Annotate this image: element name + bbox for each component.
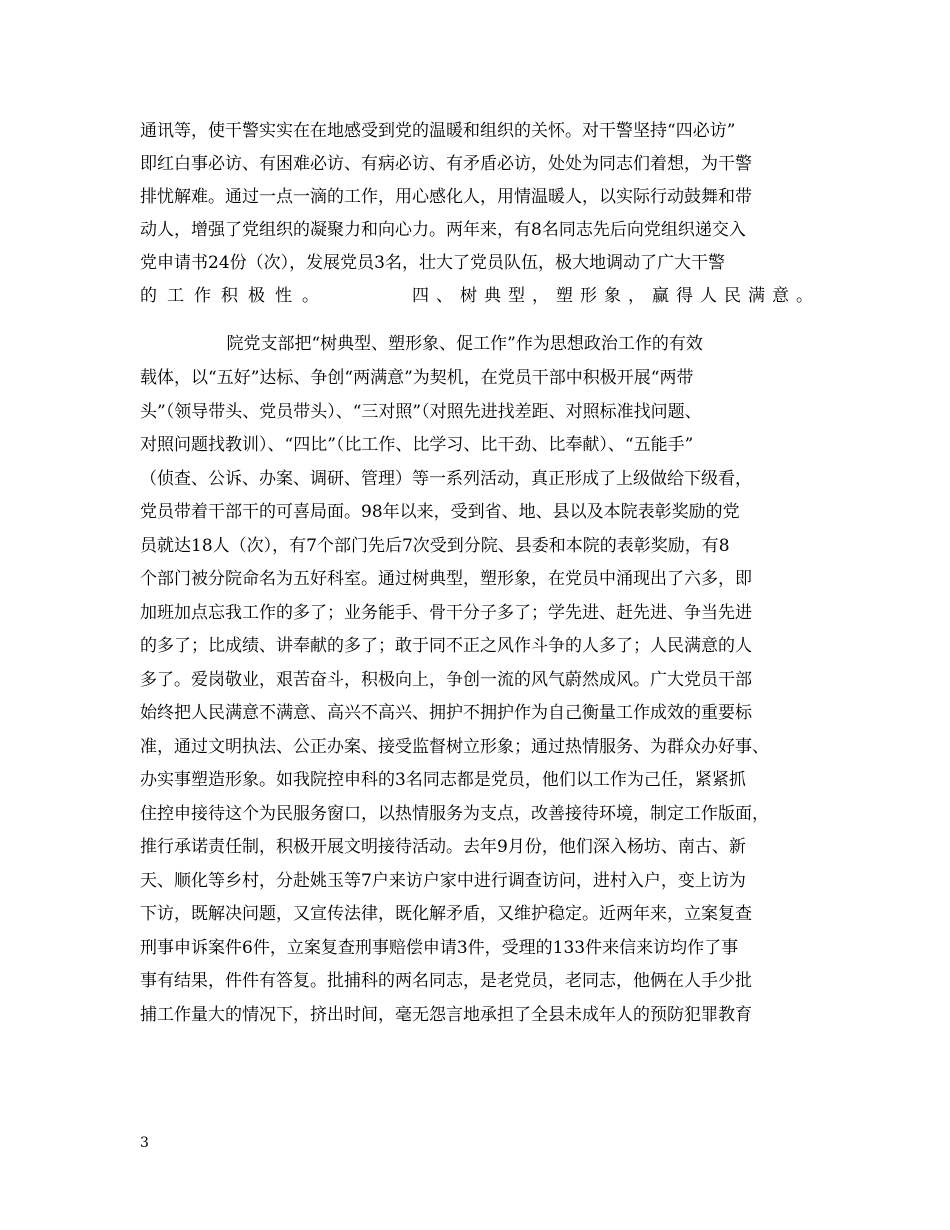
body-line-15: 加班加点忘我工作的多了；业务能手、骨干分子多了；学先进、赶先进、争当先进 <box>140 603 752 623</box>
body-line-20: 办实事塑造形象。如我院控申科的3名同志都是党员，他们以工作为己任，紧紧抓 <box>140 770 746 790</box>
body-line-9: 头”（领导带头、党员带头）、“三对照”（对照先进找差距、对照标准找问题、 <box>140 402 702 422</box>
body-line-18: 始终把人民满意不满意、高兴不高兴、拥护不拥护作为自己衡量工作成效的重要标 <box>140 703 752 723</box>
body-line-4: 动人，增强了党组织的凝聚力和向心力。两年来，有8名同志先后向党组织递交入 <box>140 220 746 240</box>
body-line-16: 的多了；比成绩、讲奉献的多了；敢于同不正之风作斗争的人多了；人民满意的人 <box>140 636 752 656</box>
body-line-27: 捕工作量大的情况下，挤出时间，毫无怨言地承担了全县未成年人的预防犯罪教育 <box>140 1005 752 1025</box>
body-line-12: 党员带着干部干的可喜局面。98年以来，受到省、地、县以及本院表彰奖励的党 <box>140 502 740 522</box>
body-line-23: 天、顺化等乡村，分赴姚玉等7户来访户家中进行调查访问，进村入户，变上访为 <box>140 871 746 891</box>
body-line-21: 住控申接待这个为民服务窗口，以热情服务为支点，改善接待环境，制定工作版面， <box>140 804 769 824</box>
body-line-1: 通讯等，使干警实实在在地感受到党的温暖和组织的关怀。对干警坚持“四必访” <box>140 121 736 141</box>
body-line-10: 对照问题找教训）、“四比”（比工作、比学习、比干劲、比奉献）、“五能手” <box>140 435 694 455</box>
page-number: 3 <box>140 1135 149 1151</box>
body-line-8: 载体，以“五好”达标、争创“两满意”为契机，在党员干部中积极开展“两带 <box>140 368 694 388</box>
body-line-26: 事有结果，件件有答复。批捕科的两名同志，是老党员，老同志，他俩在人手少批 <box>140 971 752 991</box>
body-line-25: 刑事申诉案件6件，立案复查刑事赔偿申请3件，受理的133件来信来访均作了事 <box>140 938 739 958</box>
body-line-24: 下访，既解决问题，又宣传法律，既化解矛盾，又维护稳定。近两年来，立案复查 <box>140 904 752 924</box>
body-line-11: （侦查、公诉、办案、调研、管理）等一系列活动，真正形成了上级做给下级看， <box>140 469 752 489</box>
body-line-22: 推行承诺责任制，积极开展文明接待活动。去年9月份，他们深入杨坊、南古、新 <box>140 837 746 857</box>
body-line-17: 多了。爱岗敬业，艰苦奋斗，积极向上，争创一流的风气蔚然成风。广大党员干部 <box>140 670 752 690</box>
body-line-13: 员就达18人（次），有7个部门先后7次受到分院、县委和本院的表彰奖励，有8 <box>140 536 730 556</box>
body-line-14: 个部门被分院命名为五好科室。通过树典型，塑形象，在党员中涌现出了六多，即 <box>140 569 752 589</box>
paragraph-ending-text: 的工作积极性。 <box>140 286 329 306</box>
body-line-3: 排忧解难。通过一点一滴的工作，用心感化人，用情温暖人，以实际行动鼓舞和带 <box>140 187 752 207</box>
section-heading-line <box>140 279 820 313</box>
section-heading: 四、树典型，塑形象，赢得人民满意。 <box>412 286 820 306</box>
body-line-5: 党申请书24份（次），发展党员3名，壮大了党员队伍，极大地调动了广大干警 <box>140 253 725 273</box>
body-line-19: 准，通过文明执法、公正办案、接受监督树立形象；通过热情服务、为群众办好事、 <box>140 737 769 757</box>
body-line-2: 即红白事必访、有困难必访、有病必访、有矛盾必访，处处为同志们着想，为干警 <box>140 154 752 174</box>
paragraph-start-line: 院党支部把“树典型、塑形象、促工作”作为思想政治工作的有效 <box>140 334 703 354</box>
